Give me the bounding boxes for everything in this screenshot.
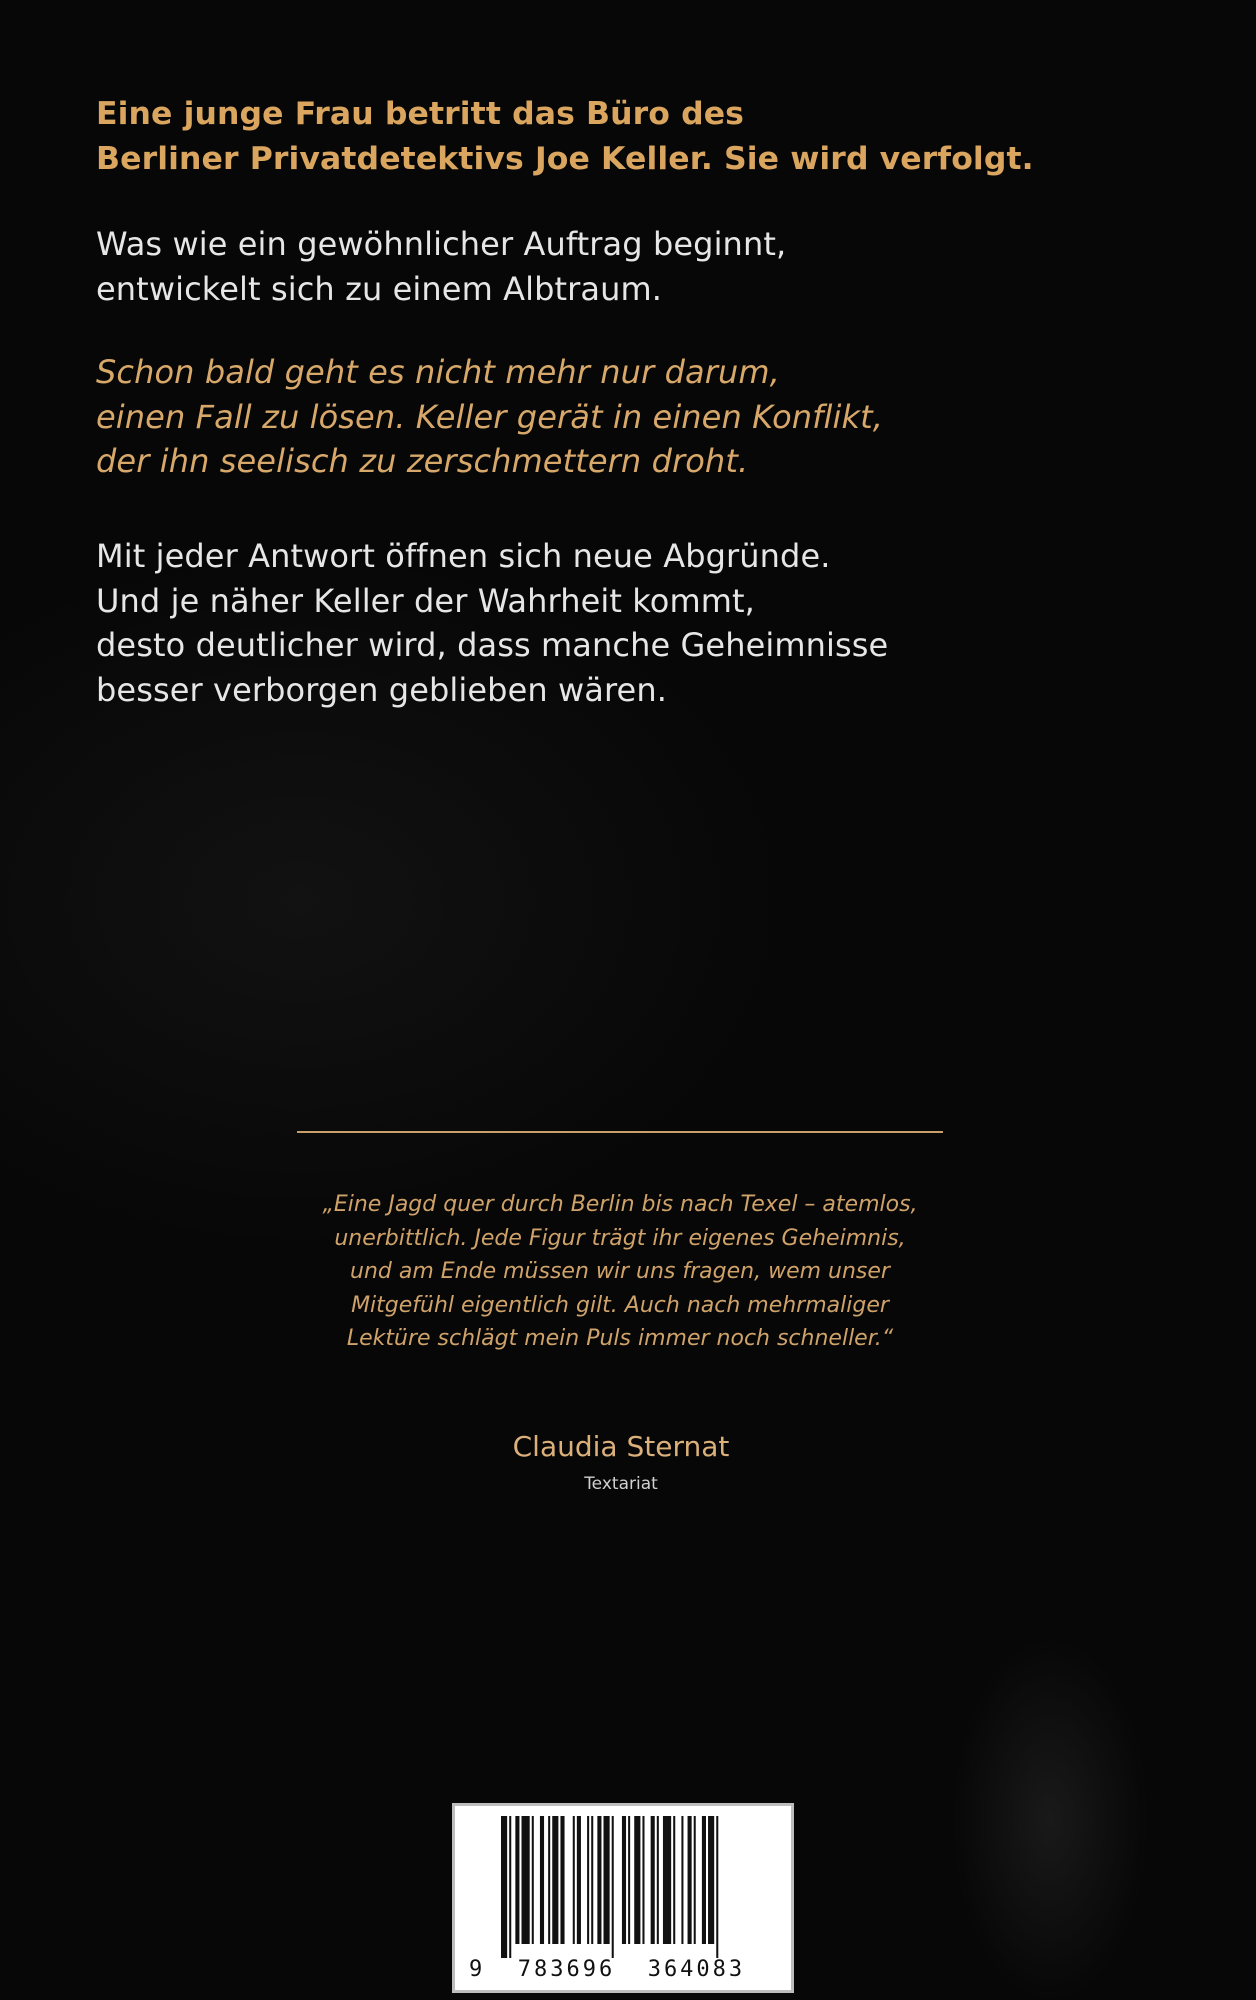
barcode-bar <box>663 1816 671 1944</box>
barcode-bar <box>604 1816 610 1944</box>
barcode-bar <box>702 1816 706 1944</box>
quote-line: Lektüre schlägt mein Puls immer noch schneller.“ <box>346 1326 894 1351</box>
barcode-bar <box>548 1816 550 1944</box>
barcode-bar <box>560 1816 564 1944</box>
blurb-paragraph <box>96 222 786 311</box>
blurb-line: Schon bald geht es nicht mehr nur darum, <box>96 353 780 391</box>
barcode-bar <box>651 1816 655 1944</box>
barcode-bar <box>597 1816 601 1944</box>
quote-line: unerbittlich. Jede Figur trägt ihr eigenes Geheimnis, <box>334 1225 906 1251</box>
review-author: Claudia Sternat <box>512 1430 730 1463</box>
blurb-paragraph <box>96 534 888 712</box>
barcode-bar <box>573 1816 575 1944</box>
quote-line: und am Ende müssen wir uns fragen, wem unser <box>350 1259 890 1284</box>
divider-line <box>297 1131 943 1133</box>
barcode-bars <box>501 1816 751 1958</box>
isbn-barcode <box>452 1803 794 1993</box>
barcode-bar <box>716 1816 718 1958</box>
blurb-lead <box>96 92 1034 181</box>
barcode-bar <box>532 1816 534 1944</box>
review-quote <box>220 1188 1020 1356</box>
barcode-bar <box>612 1816 614 1958</box>
blurb-line: Mit jeder Antwort öffnen sich neue Abgründe. <box>96 537 831 575</box>
barcode-bar <box>694 1816 696 1944</box>
barcode-bar <box>509 1816 511 1958</box>
isbn-number: 9 783696 364083 <box>469 1957 746 1982</box>
barcode-bar <box>540 1816 544 1944</box>
barcode-bar <box>577 1816 581 1944</box>
barcode-bar <box>628 1816 630 1944</box>
blurb-line: Und je näher Keller der Wahrheit kommt, <box>96 581 755 620</box>
blurb-line: besser verborgen geblieben wären. <box>96 670 667 709</box>
barcode-bar <box>708 1816 714 1944</box>
barcode-bar <box>622 1816 626 1944</box>
blurb-line: Was wie ein gewöhnlicher Auftrag beginnt, <box>96 225 787 263</box>
barcode-bar <box>634 1816 640 1944</box>
quote-line: Mitgefühl eigentlich gilt. Auch nach mehrmaliger <box>351 1292 889 1318</box>
blurb-line: einen Fall zu lösen. Keller gerät in einen Konflikt, <box>96 397 884 436</box>
barcode-bar <box>591 1816 593 1944</box>
barcode-bar <box>515 1816 519 1944</box>
quote-line: „Eine Jagd quer durch Berlin bis nach Texel – atemlos, <box>322 1192 918 1217</box>
barcode-bar <box>587 1816 589 1944</box>
blurb-line: der ihn seelisch zu zerschmettern droht. <box>96 442 749 480</box>
barcode-bar <box>642 1816 644 1944</box>
barcode-bar <box>501 1816 507 1958</box>
review-author-role: Textariat <box>584 1474 658 1494</box>
barcode-bar <box>673 1816 675 1944</box>
barcode-bar <box>522 1816 530 1944</box>
blurb-line: entwickelt sich zu einem Albtraum. <box>96 269 663 308</box>
blurb-lead-line: Eine junge Frau betritt das Büro des <box>96 96 745 132</box>
blurb-italic-paragraph <box>96 350 883 484</box>
blurb-line: desto deutlicher wird, dass manche Geheimnisse <box>96 626 889 664</box>
barcode-bar <box>657 1816 659 1944</box>
barcode-bar <box>552 1816 558 1944</box>
blurb-lead-line: Berliner Privatdetektivs Joe Keller. Sie wird verfolgt. <box>96 140 1034 177</box>
barcode-bar <box>681 1816 683 1944</box>
barcode-bar <box>688 1816 692 1944</box>
